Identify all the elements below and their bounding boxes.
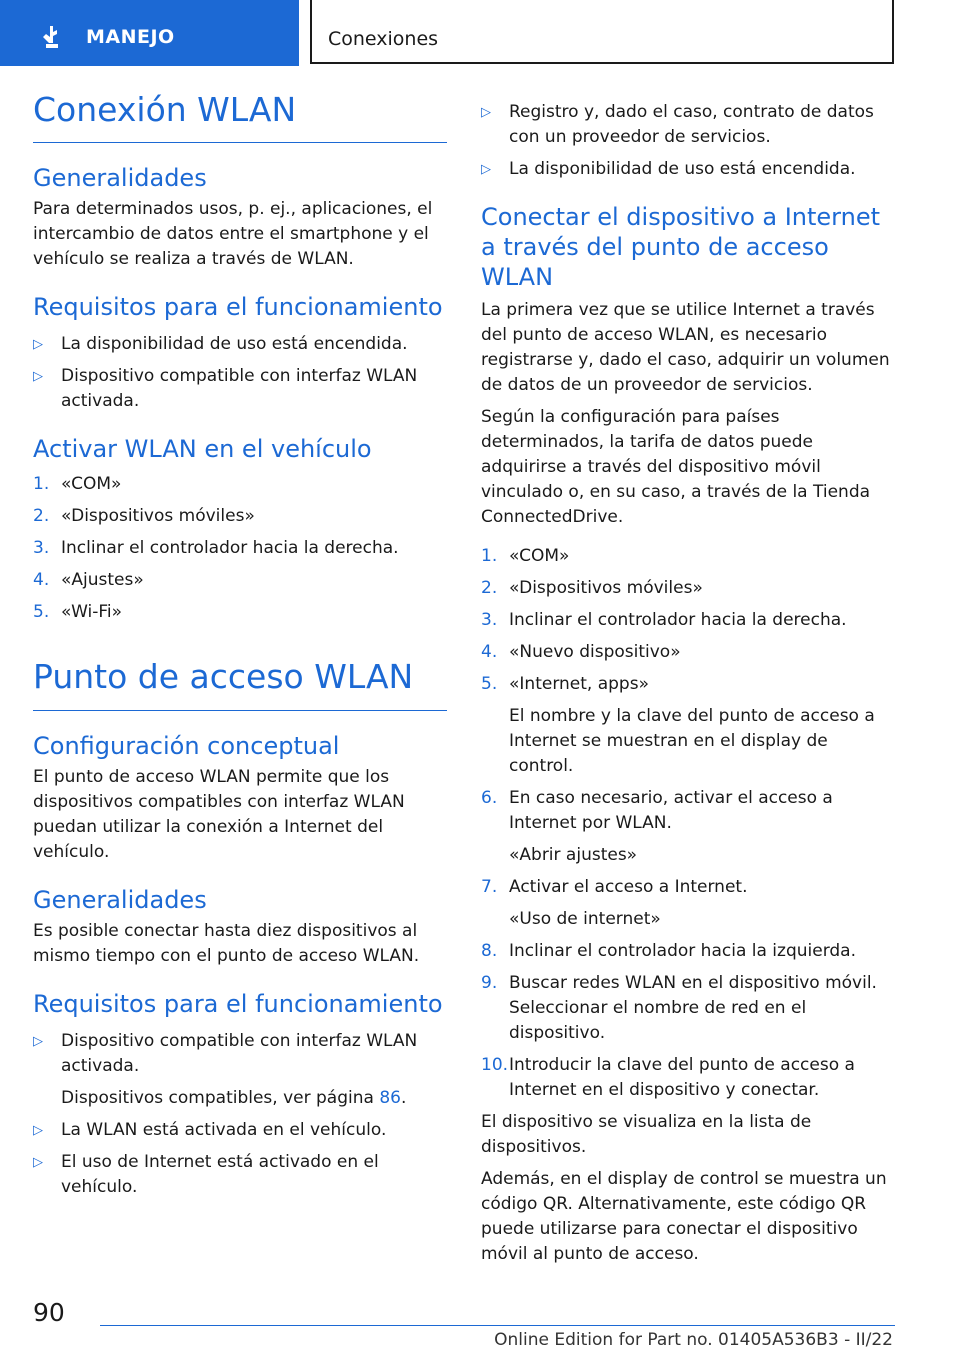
paragraph-first-use: La primera vez que se utilice Internet a través del punto de acceso WLAN, es necesario registrarse y, dado el caso, adquirir un volumen de datos de un proveedor de servicios. [481, 300, 890, 395]
connect-steps-list [481, 544, 896, 1103]
heading-hotspot: Punto de acceso WLAN [33, 659, 447, 710]
list-item: 4. «Ajustes» [33, 570, 144, 591]
footer-edition: Online Edition for Part no. 01405A536B3 - II/22 [494, 1330, 893, 1350]
heading-connect-device: Conectar el dispositivo a Internet a través del punto de acceso WLAN [481, 203, 881, 291]
list-item: 5. «Wi-Fi» [33, 602, 123, 623]
list-item: 1. «COM» [481, 546, 570, 566]
list-item-note: «Abrir ajustes» [509, 845, 638, 865]
list-item-note: Dispositivos compatibles, ver página 86. [61, 1087, 407, 1108]
section-tab-manejo[interactable] [0, 0, 299, 66]
list-item: ▷ La WLAN está activada en el vehículo. [33, 1118, 447, 1143]
activate-steps-list [33, 472, 447, 625]
list-item: ▷ La disponibilidad de uso está encendida. [33, 332, 447, 357]
list-item: 3. Inclinar el controlador hacia la derecha. [33, 538, 399, 559]
page-header [0, 0, 960, 66]
list-item: ▷ El uso de Internet está activado en el vehículo. [33, 1151, 379, 1197]
section-tab-label: MANEJO [86, 26, 175, 48]
heading-requirements: Requisitos para el funcionamiento [33, 293, 443, 322]
list-item: 1. «COM» [33, 474, 122, 495]
heading-wlan-connection: Conexión WLAN [33, 92, 447, 143]
right-column [481, 100, 896, 1267]
list-item: 2. «Dispositivos móviles» [481, 578, 703, 598]
chapter-tab-conexiones[interactable] [310, 0, 894, 64]
heading-concept: Configuración conceptual [33, 731, 340, 760]
steering-hand-icon [40, 24, 66, 50]
triangle-bullet-icon: ▷ [33, 1154, 43, 1170]
left-column [33, 92, 447, 1200]
triangle-bullet-icon: ▷ [33, 369, 43, 385]
list-item: 2. «Dispositivos móviles» [33, 506, 255, 527]
list-item: 7. Activar el acceso a Internet. «Uso de internet» [481, 875, 896, 932]
list-item: ▷ Registro y, dado el caso, contrato de datos con un proveedor de servicios. [481, 102, 874, 147]
list-item: ▷ Dispositivo compatible con interfaz WLAN activada. Dispositivos compatibles, ver página 86. [33, 1029, 447, 1111]
list-item: ▷ Dispositivo compatible con interfaz WLAN activada. [33, 366, 418, 412]
list-item: 8. Inclinar el controlador hacia la izquierda. [481, 941, 857, 961]
paragraph-device-list: El dispositivo se visualiza en la lista de dispositivos. [481, 1112, 812, 1157]
list-item: ▷ La disponibilidad de uso está encendida. [481, 157, 896, 182]
list-item: 5. «Internet, apps» El nombre y la clave del punto de acceso a Internet se muestran en el display de control. [481, 672, 896, 779]
page-number: 90 [33, 1298, 65, 1327]
list-item: 4. «Nuevo dispositivo» [481, 642, 681, 662]
list-item-note: El nombre y la clave del punto de acceso a Internet se muestran en el display de control. [509, 706, 875, 776]
list-item: 3. Inclinar el controlador hacia la derecha. [481, 610, 847, 630]
triangle-bullet-icon: ▷ [33, 1033, 43, 1049]
heading-activate-wlan: Activar WLAN en el vehículo [33, 435, 372, 464]
triangle-bullet-icon: ▷ [481, 162, 491, 177]
heading-general-2: Generalidades [33, 885, 207, 914]
triangle-bullet-icon: ▷ [481, 105, 491, 120]
triangle-bullet-icon: ▷ [33, 1122, 43, 1138]
list-item-note: «Uso de internet» [509, 909, 661, 929]
requirements-list-continued [481, 100, 896, 182]
heading-general: Generalidades [33, 164, 207, 193]
chapter-tab-label: Conexiones [328, 28, 439, 50]
list-item: 6. En caso necesario, activar el acceso a Internet por WLAN. «Abrir ajustes» [481, 786, 896, 868]
requirements-list [33, 332, 447, 414]
paragraph-general: Para determinados usos, p. ej., aplicaciones, el intercambio de datos entre el smartphone y el vehículo se realiza a través de WLAN. [33, 199, 433, 270]
paragraph-general-2: Es posible conectar hasta diez dispositivos al mismo tiempo con el punto de acceso WLAN. [33, 920, 420, 966]
paragraph-tariff: Según la configuración para países determinados, la tarifa de datos puede adquirirse a través del dispositivo móvil vinculado o, en su caso, a través de la Tienda ConnectedDrive. [481, 407, 871, 527]
footer-divider [100, 1325, 895, 1326]
list-item: 10. Introducir la clave del punto de acceso a Internet en el dispositivo y conectar. [481, 1055, 855, 1100]
paragraph-qr-code: Además, en el display de control se muestra un código QR. Alternativamente, este código QR puede utilizarse para conectar el dispositivo móvil al punto de acceso. [481, 1169, 887, 1264]
triangle-bullet-icon: ▷ [33, 337, 43, 353]
page-link[interactable]: 86 [379, 1087, 401, 1108]
requirements-list-2 [33, 1029, 447, 1200]
list-item: 9. Buscar redes WLAN en el dispositivo móvil. Seleccionar el nombre de red en el dispositivo. [481, 973, 877, 1043]
paragraph-concept: El punto de acceso WLAN permite que los dispositivos compatibles con interfaz WLAN puedan utilizar la conexión a Internet del vehículo. [33, 766, 405, 862]
heading-requirements-2: Requisitos para el funcionamiento [33, 989, 443, 1018]
